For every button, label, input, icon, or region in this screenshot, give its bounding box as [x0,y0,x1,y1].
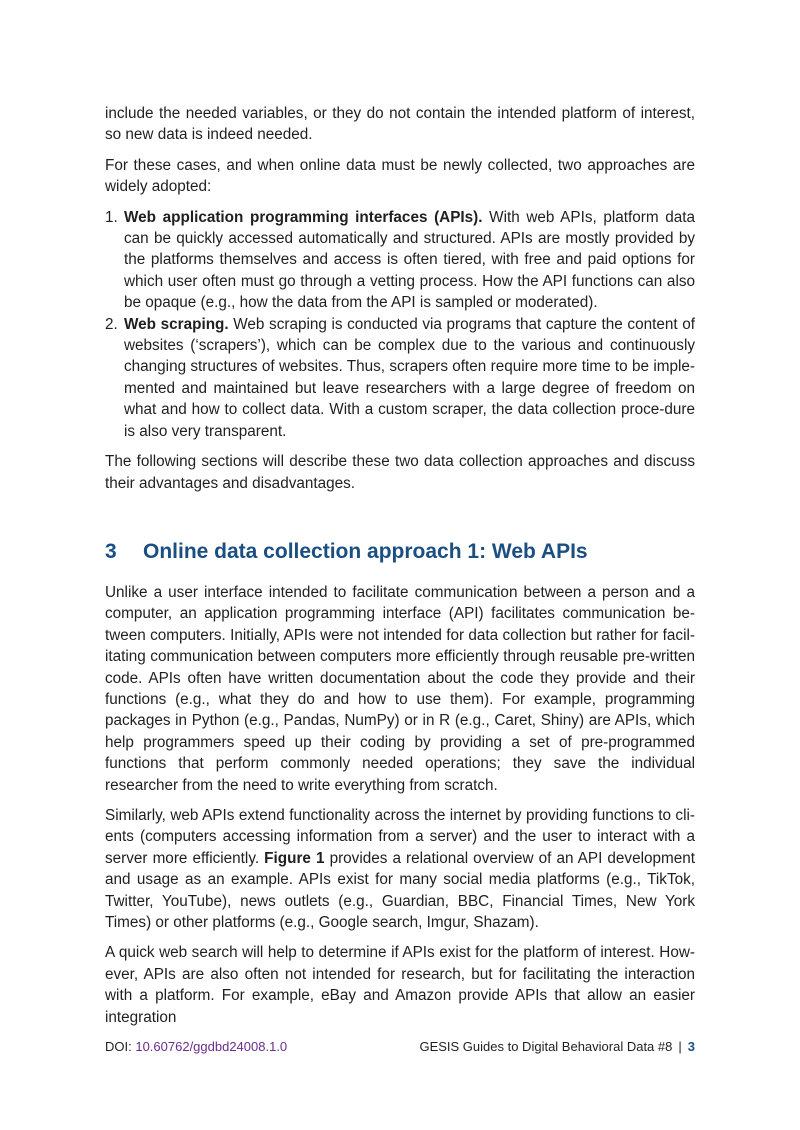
series-title: GESIS Guides to Digital Behavioral Data #8 [419,1039,673,1054]
section-title: Online data collection approach 1: Web APIs [143,539,588,563]
section-heading [105,538,695,566]
list-item-text: Web scraping is conducted via programs that capture the content of websites (‘scrapers’), which can be complex due to the various and continuously changing structures of websites. Thus, scrapers often require more time to be implemented and maintained but leave researchers with a large degree of freedom on what and how to collect data. With a custom scraper, the data collection proce-dure is also very transparent. [124,315,695,440]
paragraph-intro: include the needed variables, or they do not contain the intended platform of interest, so new data is indeed needed. [105,105,695,144]
list-item-title: Web application programming interfaces (APIs). [124,208,483,226]
doi-link[interactable]: 10.60762/ggdbd24008.1.0 [135,1039,288,1054]
paragraph-quick: A quick web search will help to determine if APIs exist for the platform of interest. However, APIs are also often not intended for research, but for facilitating the interaction with a platform. For example, eBay and Amazon provide APIs that allow an easier integration [105,944,695,1026]
section-number: 3 [105,539,117,563]
page-body [105,103,695,1037]
page-footer [105,1038,695,1056]
footer-series [419,1038,695,1056]
page-number: 3 [687,1039,695,1054]
figure-reference-link[interactable]: Figure 1 [264,849,325,867]
paragraph-cases: For these cases, and when online data must be newly collected, two approaches are widely adopted: [105,156,695,196]
list-item-number: 2. [105,315,118,333]
approaches-list [105,207,695,442]
paragraph-unlike: Unlike a user interface intended to facilitate communication between a person and a computer, an application programming interface (API) facilitates communication between computers. Initially, APIs were not intended for data collection but rather for facilitating communication between computers more efficiently through reusable pre-written code. APIs often have written documentation about the code they provide and their functions (e.g., what they do and how to use them). For example, programming packages in Python (e.g., Pandas, NumPy) or in R (e.g., Caret, Shiny) are APIs, which help programmers speed up their coding by providing a set of pre-programmed functions that perform commonly needed operations; they save the individual researcher from the need to write everything from scratch. [105,583,695,794]
paragraph-similarly-part2: provides a relational overview of an API development and usage as an example. APIs exist for many social media platforms (e.g., TikTok, Twitter, YouTube), news outlets (e.g., Guardian, BBC, Financial Times, New York Times) or other platforms (e.g., Google search, Imgur, Shazam). [105,849,695,931]
footer-doi [105,1038,287,1056]
list-item-number: 1. [105,208,118,226]
list-item [105,207,695,314]
paragraph-following: The following sections will describe these two data collection approaches and discuss their advantages and disadvantages. [105,453,695,492]
doi-label: DOI: [105,1039,136,1054]
list-item [105,314,695,442]
footer-separator: | [678,1039,682,1054]
paragraph-similarly-part1: Similarly, web APIs extend functionality across the internet by providing functions to clients (computers accessing information from a server) and the user to interact with a server more efficiently. [105,806,695,867]
list-item-title: Web scraping. [124,315,229,333]
paragraph-similarly [105,805,695,933]
list-item-text: With web APIs, platform data can be quickly accessed automatically and structured. APIs are mostly provided by the platforms themselves and access is often tiered, with free and paid options for which user often must go through a vetting process. How the API functions can also be opaque (e.g., how the data from the API is sampled or moderated). [124,208,695,312]
